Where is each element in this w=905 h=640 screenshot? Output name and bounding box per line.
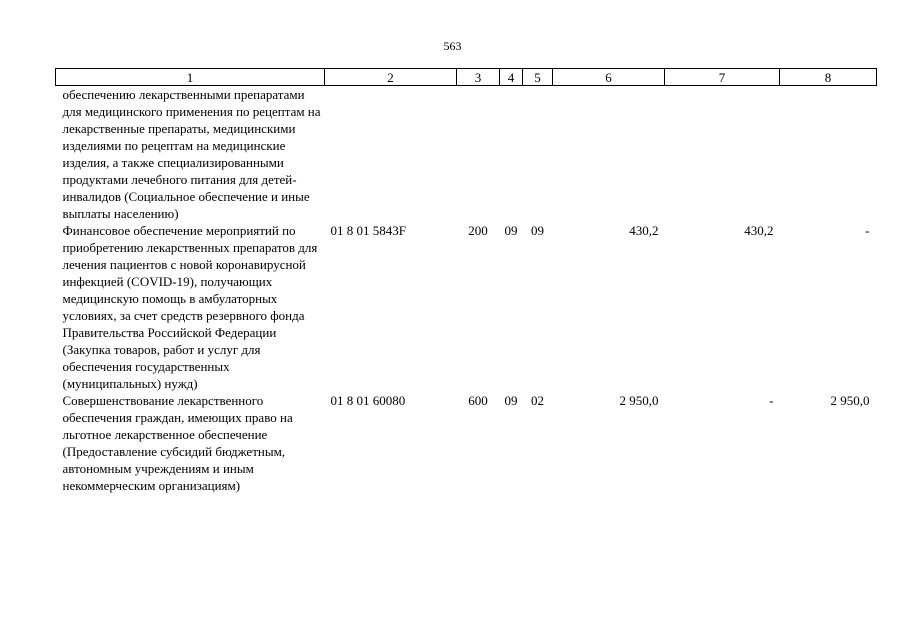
row-col-8 xyxy=(780,86,877,223)
row-col-4: 09 xyxy=(504,393,518,408)
column-header-6: 6 xyxy=(553,69,665,86)
table-row xyxy=(56,86,877,223)
column-header-5: 5 xyxy=(523,69,553,86)
row-col-3: 600 xyxy=(468,393,488,408)
row-col-4 xyxy=(500,86,523,223)
row-col-3: 200 xyxy=(468,223,488,238)
row-code: 01 8 01 60080 xyxy=(330,393,406,408)
row-col-5: 02 xyxy=(531,393,544,408)
table-row xyxy=(56,222,877,392)
row-col-6 xyxy=(553,86,665,223)
column-header-7: 7 xyxy=(665,69,780,86)
row-col-8: - xyxy=(865,223,870,238)
row-col-3 xyxy=(457,86,500,223)
table-body xyxy=(56,86,877,495)
row-col-5: 09 xyxy=(531,223,544,238)
page-number: 563 xyxy=(443,39,462,53)
row-col-5 xyxy=(523,86,553,223)
row-col-7: - xyxy=(769,393,774,408)
row-col-6: 430,2 xyxy=(629,223,659,238)
row-name: Финансовое обеспечение мероприятий по приобретению лекарственных препаратов для лечения пациентов с новой коронавирусной инфекцией (COVID-19), получающих медицинскую помощь в амбулаторных условиях, за счет средств резервного фонда Правительства Российской Федерации (Закупка товаров, работ и услуг для обеспечения государственных (муниципальных) нужд) xyxy=(62,223,318,391)
row-col-8: 2 950,0 xyxy=(830,393,870,408)
row-col-6: 2 950,0 xyxy=(619,393,659,408)
budget-table xyxy=(55,68,877,494)
row-code xyxy=(325,86,457,223)
column-header-4: 4 xyxy=(500,69,523,86)
table-header xyxy=(56,69,877,86)
row-col-7 xyxy=(665,86,780,223)
column-header-3: 3 xyxy=(457,69,500,86)
row-name: Совершенствование лекарственного обеспечения граждан, имеющих право на льготное лекарственное обеспечение (Предоставление субсидий бюджетным, автономным учреждениям и иным некоммерческим организациям) xyxy=(62,393,293,493)
row-code: 01 8 01 5843F xyxy=(330,223,406,238)
column-header-2: 2 xyxy=(325,69,457,86)
column-header-1: 1 xyxy=(56,69,325,86)
row-col-4: 09 xyxy=(504,223,518,238)
table-row xyxy=(56,392,877,494)
row-col-7: 430,2 xyxy=(744,223,774,238)
column-header-8: 8 xyxy=(780,69,877,86)
row-name: обеспечению лекарственными препаратами для медицинского применения по рецептам на лекарственные препараты, медицинскими изделиями по рецептам на медицинские изделия, а также специализированными продуктами лечебного питания для детей-инвалидов (Социальное обеспечение и иные выплаты населению) xyxy=(62,87,321,221)
header-row xyxy=(56,69,877,86)
